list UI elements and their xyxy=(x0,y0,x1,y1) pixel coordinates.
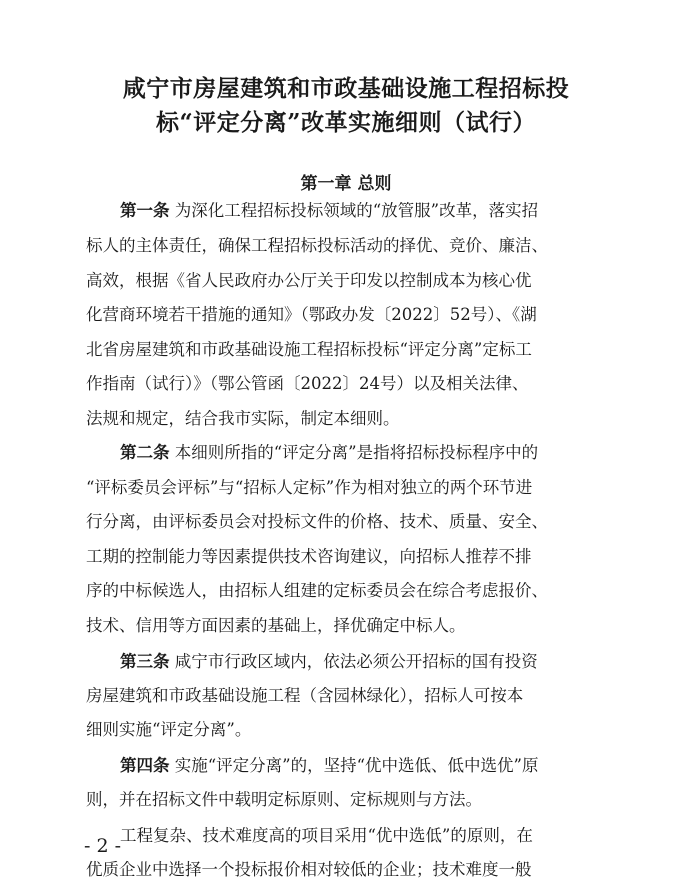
article-line: 北省房屋建筑和市政基础设施工程招标投标“评定分离”定标工 xyxy=(86,340,532,359)
article-lead: 第一条 xyxy=(120,201,170,220)
article-line: 化营商环境若干措施的通知》（鄂政办发〔2022〕52号）、《湖 xyxy=(86,305,537,324)
article-line: 第三条 咸宁市行政区域内，依法必须公开招标的国有投资 xyxy=(120,652,538,671)
article-line: 细则实施“评定分离”。 xyxy=(86,720,252,739)
article-lead: 第四条 xyxy=(120,756,170,775)
article-line: 第二条 本细则所指的“评定分离”是指将招标投标程序中的 xyxy=(120,443,539,462)
article-line: 优质企业中选择一个投标报价相对较低的企业；技术难度一般 xyxy=(86,860,532,879)
article-line: 第一条 为深化工程招标投标领域的“放管服”改革，落实招 xyxy=(120,201,539,220)
article-line: 工期的控制能力等因素提供技术咨询建议，向招标人推荐不排 xyxy=(86,547,532,566)
article-line: 作指南（试行）》（鄂公管函〔2022〕24号）以及相关法律、 xyxy=(86,374,529,393)
article-line: “评标委员会评标”与“招标人定标”作为相对独立的两个环节进 xyxy=(86,478,533,497)
article-line: 第四条 实施“评定分离”的，坚持“优中选低、低中选优”原 xyxy=(120,756,539,775)
title-line-1: 咸宁市房屋建筑和市政基础设施工程招标投 xyxy=(122,75,570,102)
chapter-heading: 第一章 总则 xyxy=(300,174,392,194)
article-line: 序的中标候选人，由招标人组建的定标委员会在综合考虑报价、 xyxy=(86,581,548,600)
article-line: 房屋建筑和市政基础设施工程（含园林绿化），招标人可按本 xyxy=(86,686,524,705)
article-line: 法规和规定，结合我市实际，制定本细则。 xyxy=(86,409,400,428)
article-line: 技术、信用等方面因素的基础上，择优确定中标人。 xyxy=(86,616,466,635)
article-line: 标人的主体责任，确保工程招标投标活动的择优、竞价、廉洁、 xyxy=(86,236,548,255)
page-number: - 2 - xyxy=(84,835,122,857)
article-line: 行分离，由评标委员会对投标文件的价格、技术、质量、安全、 xyxy=(86,512,548,531)
article-line: 高效，根据《省人民政府办公厅关于印发以控制成本为核心优 xyxy=(86,271,532,290)
article-lead: 第三条 xyxy=(120,652,170,671)
article-lead: 第二条 xyxy=(120,443,170,462)
title-line-2: 标“评定分离”改革实施细则（试行） xyxy=(156,109,536,136)
article-line: 工程复杂、技术难度高的项目采用“优中选低”的原则，在 xyxy=(120,826,533,845)
article-line: 则，并在招标文件中载明定标原则、定标规则与方法。 xyxy=(86,790,482,809)
